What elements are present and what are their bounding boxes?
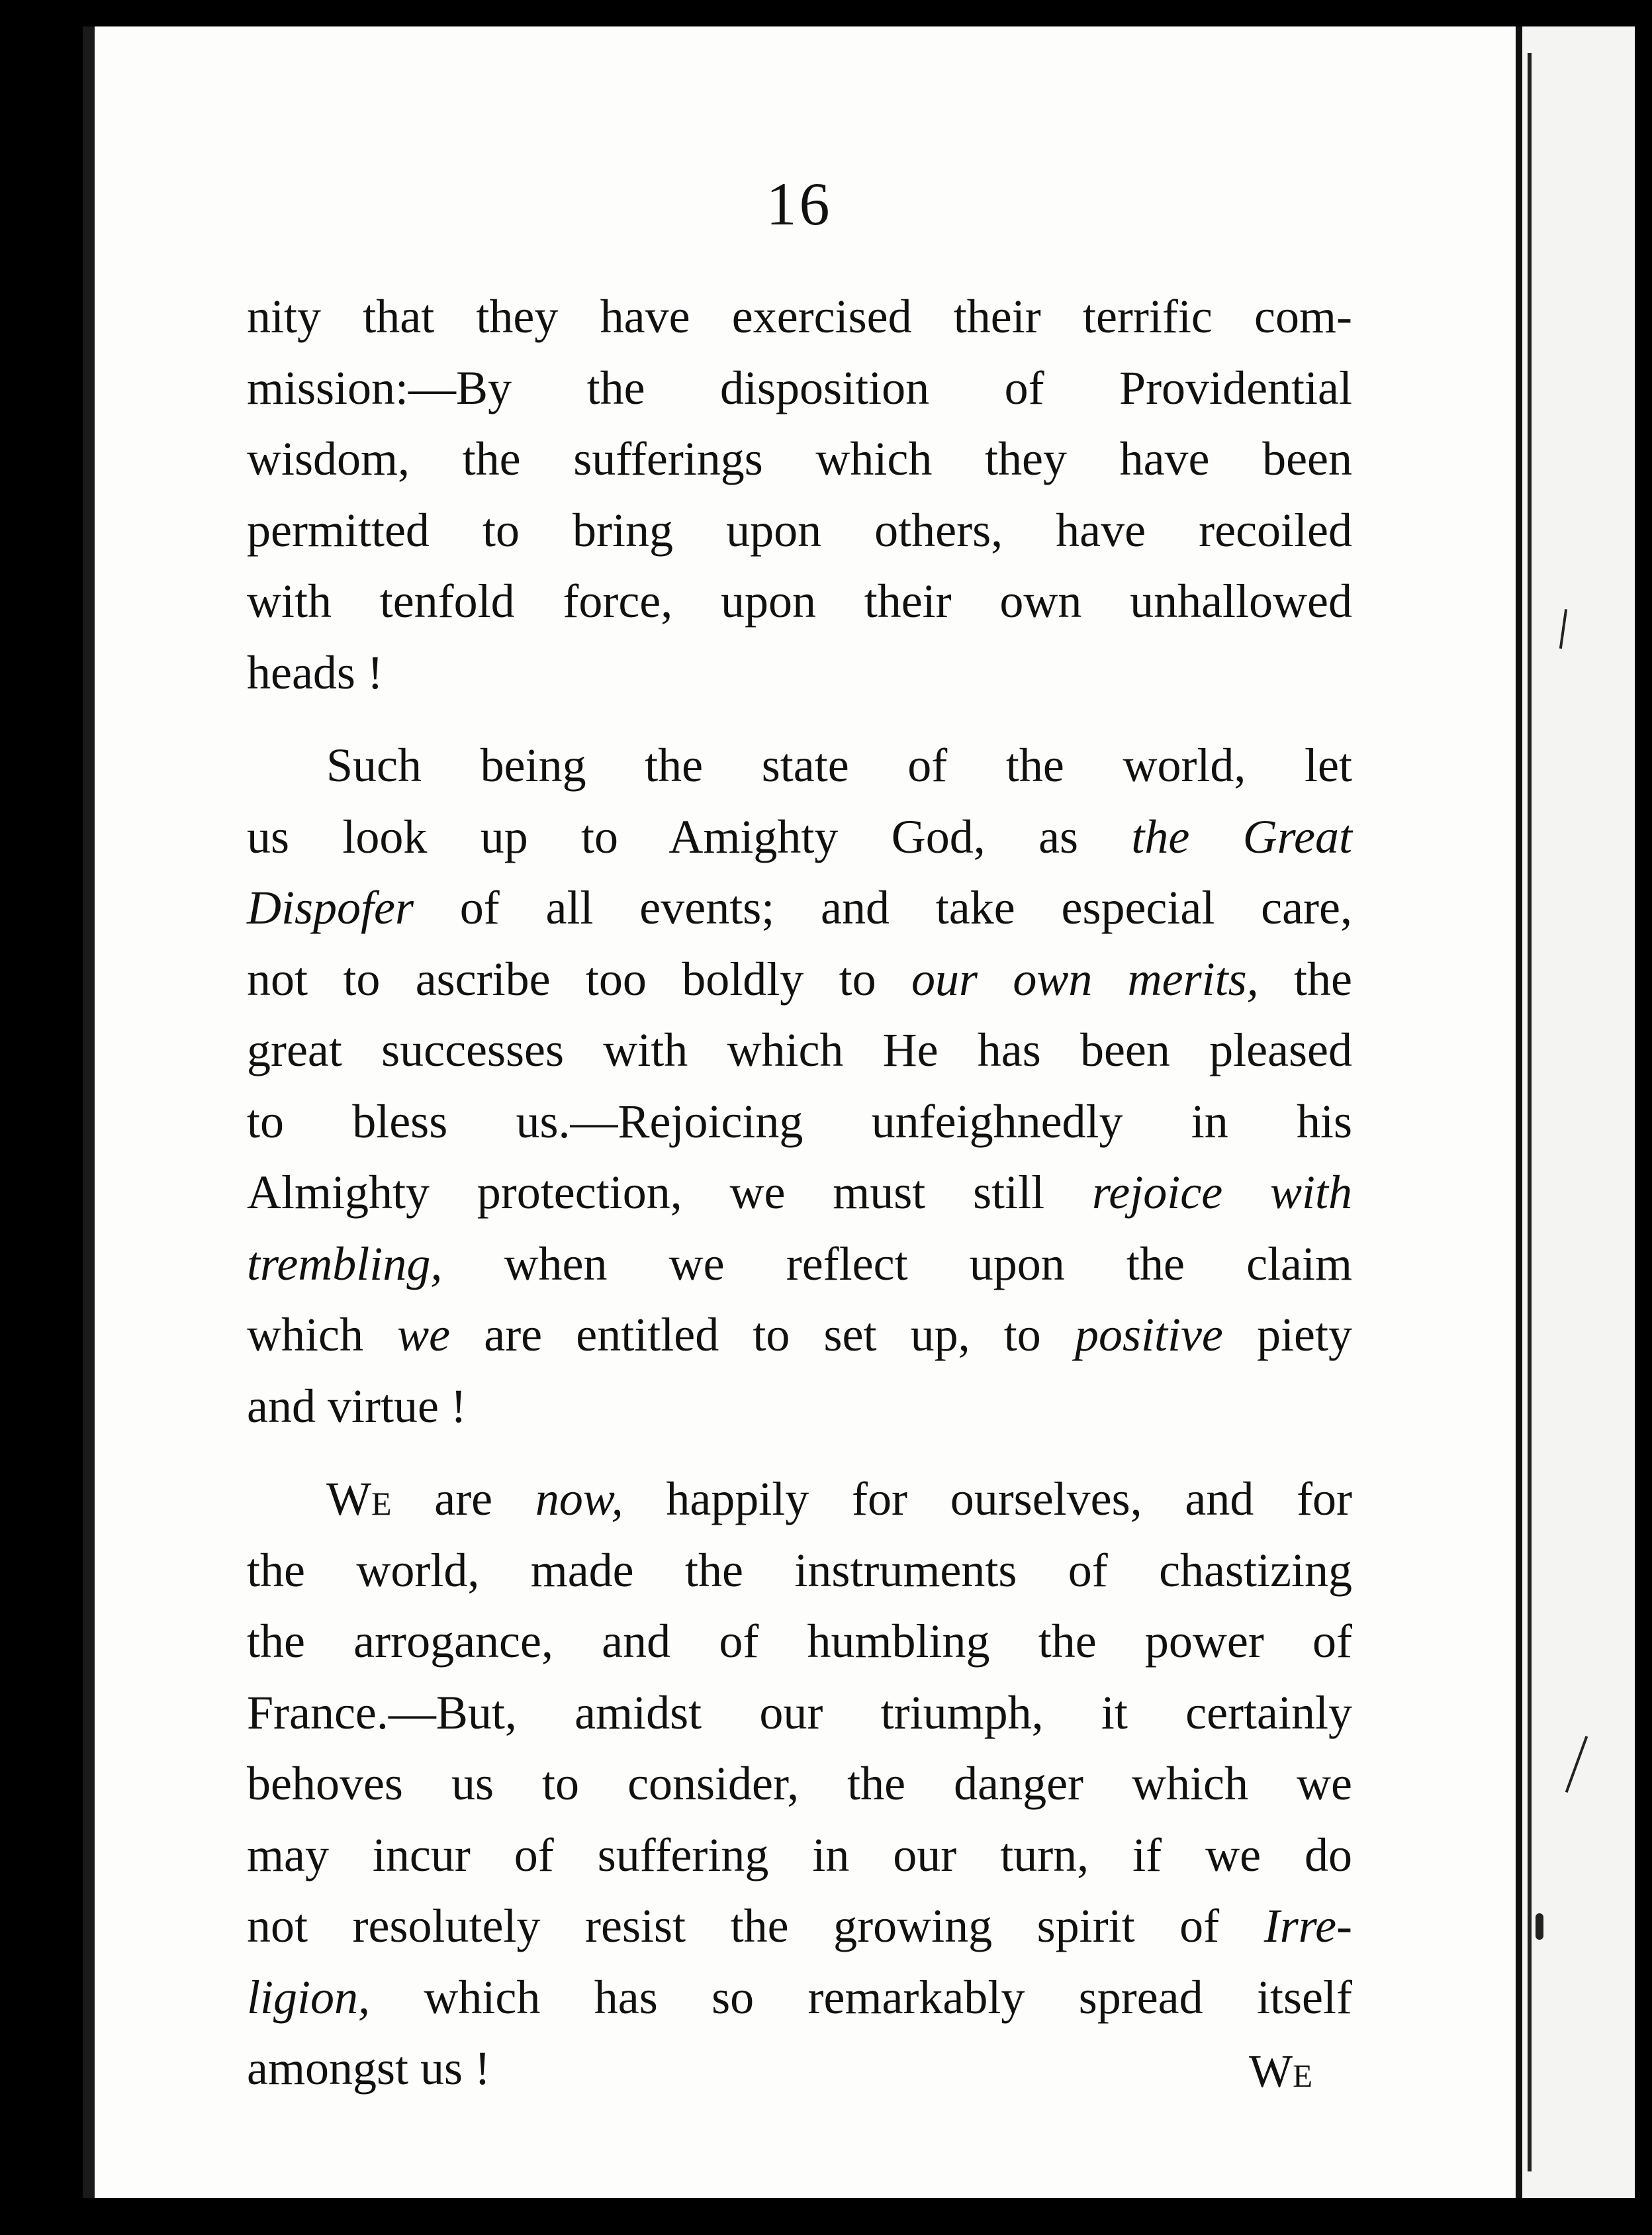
catchword-text: We <box>1249 2046 1313 2097</box>
text-line: Such being the state of the world, let <box>326 739 1352 792</box>
text-fragment: us look up to Amighty God, as <box>247 810 1132 863</box>
paragraph-2 <box>247 730 1352 1442</box>
italic-phrase: we <box>397 1308 451 1361</box>
text-line: mission:—By the disposition of Providential <box>247 361 1352 414</box>
paragraph-3 <box>247 1464 1352 2105</box>
text-line <box>247 1300 1352 1371</box>
italic-phrase: positive <box>1074 1308 1223 1361</box>
italic-phrase: Irre- <box>1263 1899 1352 1952</box>
italic-phrase: the Great <box>1131 810 1352 863</box>
text-line: the arrogance, and of humbling the power of <box>247 1615 1352 1668</box>
book-page <box>83 26 1522 2198</box>
text-fragment: when we reflect upon the claim <box>442 1237 1352 1290</box>
text-line <box>247 873 1352 944</box>
page-edge-line <box>1528 53 1532 2171</box>
text-fragment: not resolutely resist the growing spirit of <box>247 1899 1264 1952</box>
italic-phrase: our own merits, <box>911 952 1259 1006</box>
text-fragment: which <box>247 1308 398 1361</box>
text-line: nity that they have exercised their terrific com- <box>247 290 1352 343</box>
text-line: amongst us ! <box>247 2042 490 2095</box>
text-line <box>247 1891 1352 1962</box>
text-line: great successes with which He has been pleased <box>247 1023 1352 1076</box>
text-line: the world, made the instruments of chastizing <box>247 1543 1352 1597</box>
text-line <box>247 802 1352 873</box>
italic-phrase: Dispofer <box>247 881 414 934</box>
page-number: 16 <box>766 170 833 238</box>
text-fragment: happily for ourselves, and for <box>623 1472 1353 1525</box>
text-line <box>247 1464 1352 1535</box>
page-edge-mark <box>1559 609 1567 649</box>
italic-phrase: trembling, <box>247 1237 443 1290</box>
text-line: wisdom, the sufferings which they have been <box>247 432 1352 485</box>
small-caps-lead: We <box>326 1472 392 1525</box>
text-line: permitted to bring upon others, have recoiled <box>247 503 1352 557</box>
body-text <box>247 281 1352 2126</box>
text-fragment: not to ascribe too boldly to <box>247 952 911 1006</box>
paragraph-1 <box>247 281 1352 708</box>
next-page-edge <box>1522 26 1635 2198</box>
text-fragment: the <box>1258 952 1352 1006</box>
catchword <box>1249 2046 1312 2099</box>
page-edge-mark <box>1565 1736 1588 1793</box>
text-line <box>247 1962 1352 2034</box>
text-line: with tenfold force, upon their own unhallowed <box>247 575 1352 628</box>
text-fragment: are <box>434 1472 535 1525</box>
text-line <box>247 1157 1352 1229</box>
italic-phrase: ligion, <box>247 1970 371 2024</box>
text-line <box>247 1229 1352 1300</box>
text-line: to bless us.—Rejoicing unfeighnedly in his <box>247 1094 1352 1148</box>
text-line: behoves us to consider, the danger which we <box>247 1757 1352 1810</box>
page-gutter-shadow <box>83 26 95 2198</box>
page-edge-mark <box>1536 1913 1543 1940</box>
text-fragment: of all events; and take especial care, <box>414 881 1352 934</box>
italic-phrase: now, <box>535 1472 623 1525</box>
italic-phrase: rejoice with <box>1091 1166 1352 1219</box>
text-fragment: are entitled to set up, to <box>450 1308 1075 1361</box>
text-fragment: which has so remarkably spread itself <box>370 1970 1352 2024</box>
text-fragment: piety <box>1222 1308 1353 1361</box>
text-line: heads ! <box>247 645 383 699</box>
text-line: France.—But, amidst our triumph, it certainly <box>247 1686 1352 1739</box>
text-line: and virtue ! <box>247 1379 467 1433</box>
text-fragment: Almighty protection, we must still <box>247 1166 1092 1219</box>
text-line: may incur of suffering in our turn, if we do <box>247 1828 1352 1881</box>
text-line <box>247 944 1352 1016</box>
